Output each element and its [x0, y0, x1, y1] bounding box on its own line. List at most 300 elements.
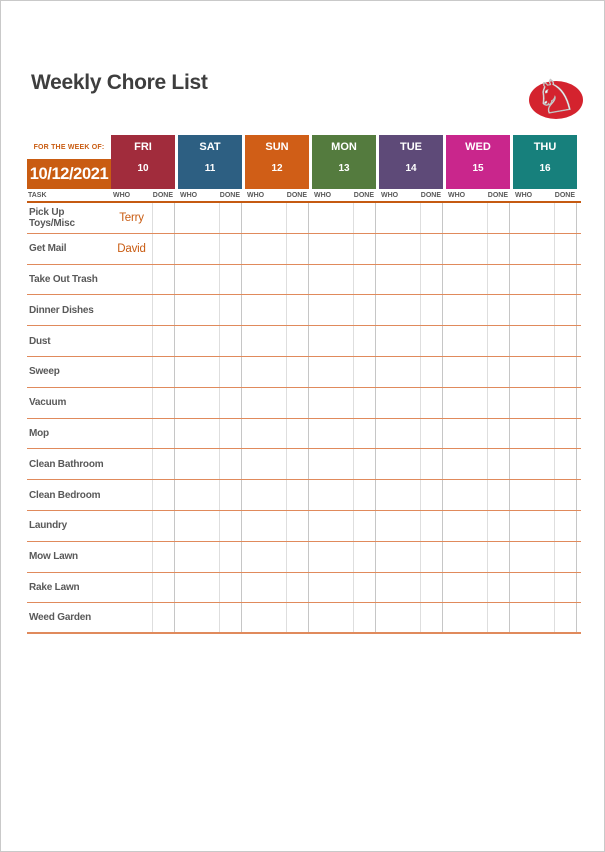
- done-column-header: DONE: [554, 191, 575, 199]
- day-cells-fri: [111, 449, 178, 479]
- done-cell[interactable]: [354, 388, 376, 418]
- done-cell[interactable]: [555, 603, 577, 632]
- done-cell[interactable]: [153, 542, 175, 572]
- done-cell[interactable]: [488, 203, 510, 233]
- day-cells-sun: [245, 573, 312, 603]
- who-cell[interactable]: [379, 419, 421, 449]
- done-cell[interactable]: [555, 511, 577, 541]
- done-cell[interactable]: [488, 511, 510, 541]
- who-cell[interactable]: [178, 234, 220, 264]
- who-cell[interactable]: [312, 203, 354, 233]
- who-cell[interactable]: [379, 234, 421, 264]
- task-label: Vacuum: [29, 397, 67, 409]
- who-cell[interactable]: [178, 357, 220, 387]
- who-cell[interactable]: [245, 573, 287, 603]
- who-cell[interactable]: [379, 203, 421, 233]
- who-cell[interactable]: [379, 357, 421, 387]
- day-cells-mon: [312, 234, 379, 264]
- who-cell[interactable]: [379, 388, 421, 418]
- done-cell[interactable]: [488, 603, 510, 632]
- who-cell[interactable]: [446, 573, 488, 603]
- task-row: [27, 295, 581, 326]
- who-cell[interactable]: [178, 326, 220, 356]
- done-cell[interactable]: [220, 419, 242, 449]
- done-cell[interactable]: [153, 265, 175, 295]
- done-cell[interactable]: [354, 480, 376, 510]
- done-cell[interactable]: [287, 603, 309, 632]
- done-cell[interactable]: [421, 295, 443, 325]
- day-cells-sun: [245, 265, 312, 295]
- horse-logo-graphic: [519, 65, 591, 123]
- done-cell[interactable]: [354, 357, 376, 387]
- done-cell[interactable]: [220, 326, 242, 356]
- done-cell[interactable]: [488, 419, 510, 449]
- done-cell[interactable]: [421, 388, 443, 418]
- task-label: Take Out Trash: [29, 273, 98, 285]
- day-name: SUN: [265, 141, 289, 153]
- week-date-cell[interactable]: 10/12/2021: [27, 159, 111, 189]
- who-cell[interactable]: [446, 480, 488, 510]
- done-cell[interactable]: [220, 449, 242, 479]
- day-cells-tue: [379, 295, 446, 325]
- who-cell[interactable]: [513, 234, 555, 264]
- day-cells-wed: [446, 511, 513, 541]
- day-cells-mon: [312, 480, 379, 510]
- done-cell[interactable]: [153, 419, 175, 449]
- day-cells-sun: [245, 388, 312, 418]
- done-cell[interactable]: [153, 480, 175, 510]
- done-cell[interactable]: [287, 419, 309, 449]
- task-label: Clean Bathroom: [29, 458, 104, 470]
- done-cell[interactable]: [421, 326, 443, 356]
- day-cells-fri: [111, 511, 178, 541]
- who-cell[interactable]: [379, 542, 421, 572]
- task-row: [27, 419, 581, 450]
- who-cell[interactable]: [245, 265, 287, 295]
- done-cell[interactable]: [488, 326, 510, 356]
- day-cells-thu: [513, 357, 580, 387]
- who-cell[interactable]: [178, 388, 220, 418]
- who-cell[interactable]: [513, 265, 555, 295]
- done-cell[interactable]: [220, 234, 242, 264]
- done-cell[interactable]: [287, 265, 309, 295]
- who-cell[interactable]: [245, 542, 287, 572]
- done-cell[interactable]: [153, 449, 175, 479]
- done-cell[interactable]: [421, 449, 443, 479]
- day-cells-wed: [446, 542, 513, 572]
- sub-header-mon: [312, 192, 379, 199]
- who-cell[interactable]: [178, 449, 220, 479]
- done-cell[interactable]: [287, 203, 309, 233]
- task-row: [27, 542, 581, 573]
- task-label: Mop: [29, 427, 49, 439]
- who-cell[interactable]: [178, 573, 220, 603]
- task-row: [27, 603, 581, 634]
- done-cell[interactable]: [555, 449, 577, 479]
- day-cells-tue: [379, 511, 446, 541]
- day-name: WED: [465, 141, 491, 153]
- done-cell[interactable]: [421, 542, 443, 572]
- day-header-tue: [379, 135, 443, 189]
- done-cell[interactable]: [555, 295, 577, 325]
- who-cell[interactable]: [245, 511, 287, 541]
- done-cell[interactable]: [153, 295, 175, 325]
- day-date: 16: [539, 163, 551, 174]
- who-cell[interactable]: [312, 511, 354, 541]
- task-row: [27, 480, 581, 511]
- done-cell[interactable]: [220, 295, 242, 325]
- day-cells-mon: [312, 573, 379, 603]
- day-cells-tue: [379, 542, 446, 572]
- day-cells-sun: [245, 419, 312, 449]
- task-row: [27, 326, 581, 357]
- who-cell[interactable]: [513, 326, 555, 356]
- done-cell[interactable]: [153, 234, 175, 264]
- who-cell[interactable]: [178, 511, 220, 541]
- done-cell[interactable]: [354, 573, 376, 603]
- done-cell[interactable]: [287, 573, 309, 603]
- done-cell[interactable]: [153, 511, 175, 541]
- done-cell[interactable]: [220, 573, 242, 603]
- who-cell[interactable]: [111, 480, 153, 510]
- who-cell[interactable]: [245, 480, 287, 510]
- who-cell[interactable]: [245, 234, 287, 264]
- who-cell[interactable]: [245, 357, 287, 387]
- who-cell[interactable]: [111, 511, 153, 541]
- day-cells-sun: [245, 326, 312, 356]
- who-cell[interactable]: [379, 603, 421, 632]
- who-cell[interactable]: [379, 326, 421, 356]
- done-cell[interactable]: [287, 357, 309, 387]
- day-cells-tue: [379, 265, 446, 295]
- who-cell[interactable]: [312, 449, 354, 479]
- who-cell[interactable]: [245, 203, 287, 233]
- day-spacer: [577, 449, 580, 479]
- sub-header-fri: [111, 192, 178, 199]
- done-cell[interactable]: [354, 326, 376, 356]
- day-header-sun: [245, 135, 309, 189]
- day-cells-sun: [245, 542, 312, 572]
- who-cell[interactable]: [446, 388, 488, 418]
- header-row: [27, 135, 581, 189]
- who-cell[interactable]: [513, 573, 555, 603]
- done-cell[interactable]: [153, 357, 175, 387]
- done-cell[interactable]: [555, 265, 577, 295]
- day-spacer: [577, 603, 580, 632]
- who-cell[interactable]: [312, 265, 354, 295]
- who-cell[interactable]: [111, 542, 153, 572]
- who-cell[interactable]: [446, 326, 488, 356]
- who-cell[interactable]: [446, 265, 488, 295]
- done-cell[interactable]: [220, 203, 242, 233]
- task-label: Laundry: [29, 520, 68, 532]
- done-cell[interactable]: [488, 357, 510, 387]
- day-cells-fri: [111, 295, 178, 325]
- day-cells-wed: [446, 265, 513, 295]
- who-cell[interactable]: [513, 357, 555, 387]
- done-cell[interactable]: [488, 573, 510, 603]
- who-cell[interactable]: [446, 295, 488, 325]
- done-cell[interactable]: [555, 419, 577, 449]
- who-cell[interactable]: [111, 388, 153, 418]
- done-cell[interactable]: [555, 388, 577, 418]
- who-cell[interactable]: David: [111, 234, 153, 264]
- done-cell[interactable]: [555, 326, 577, 356]
- who-cell[interactable]: [513, 388, 555, 418]
- done-cell[interactable]: [354, 419, 376, 449]
- who-cell[interactable]: [513, 295, 555, 325]
- done-cell[interactable]: [287, 511, 309, 541]
- day-cells-sat: [178, 234, 245, 264]
- done-cell[interactable]: [220, 357, 242, 387]
- done-cell[interactable]: [555, 480, 577, 510]
- day-cells-thu: [513, 542, 580, 572]
- day-cells-sun: [245, 203, 312, 233]
- task-row: [27, 449, 581, 480]
- who-cell[interactable]: [178, 480, 220, 510]
- done-cell[interactable]: [153, 203, 175, 233]
- who-cell[interactable]: [178, 542, 220, 572]
- done-cell[interactable]: [488, 449, 510, 479]
- done-cell[interactable]: [488, 295, 510, 325]
- day-cells-sat: [178, 203, 245, 233]
- who-cell[interactable]: [446, 419, 488, 449]
- done-cell[interactable]: [287, 480, 309, 510]
- who-cell[interactable]: [513, 603, 555, 632]
- done-cell[interactable]: [153, 326, 175, 356]
- who-cell[interactable]: [513, 480, 555, 510]
- who-cell[interactable]: [178, 603, 220, 632]
- who-cell[interactable]: [446, 357, 488, 387]
- day-spacer: [577, 203, 580, 233]
- who-cell[interactable]: [111, 449, 153, 479]
- who-cell[interactable]: [446, 449, 488, 479]
- done-cell[interactable]: [354, 295, 376, 325]
- done-cell[interactable]: [421, 265, 443, 295]
- done-column-header: DONE: [420, 191, 441, 199]
- done-cell[interactable]: [555, 234, 577, 264]
- who-cell[interactable]: [446, 603, 488, 632]
- task-label: Sweep: [29, 366, 60, 378]
- day-cells-mon: [312, 326, 379, 356]
- who-cell[interactable]: [178, 203, 220, 233]
- day-spacer: [577, 573, 580, 603]
- done-cell[interactable]: [488, 265, 510, 295]
- done-cell[interactable]: [421, 203, 443, 233]
- task-row: [27, 511, 581, 542]
- who-cell[interactable]: [312, 326, 354, 356]
- who-cell[interactable]: [513, 511, 555, 541]
- done-column-header: DONE: [487, 191, 508, 199]
- who-cell[interactable]: [245, 449, 287, 479]
- who-cell[interactable]: [446, 203, 488, 233]
- who-cell[interactable]: [513, 419, 555, 449]
- done-cell[interactable]: [354, 234, 376, 264]
- day-cells-sat: [178, 326, 245, 356]
- done-cell[interactable]: [421, 234, 443, 264]
- who-cell[interactable]: [312, 603, 354, 632]
- who-cell[interactable]: [312, 419, 354, 449]
- day-name: TUE: [400, 141, 422, 153]
- who-cell[interactable]: [178, 265, 220, 295]
- who-cell[interactable]: [111, 295, 153, 325]
- day-spacer: [577, 234, 580, 264]
- done-cell[interactable]: [287, 234, 309, 264]
- day-spacer: [577, 542, 580, 572]
- day-cells-sun: [245, 603, 312, 632]
- day-cells-fri: [111, 480, 178, 510]
- done-cell[interactable]: [421, 357, 443, 387]
- sub-header-tue: [379, 192, 446, 199]
- done-cell[interactable]: [421, 511, 443, 541]
- done-cell[interactable]: [354, 203, 376, 233]
- day-cells-tue: [379, 449, 446, 479]
- who-cell[interactable]: [312, 573, 354, 603]
- who-cell[interactable]: [178, 419, 220, 449]
- done-cell[interactable]: [220, 542, 242, 572]
- day-cells-sat: [178, 265, 245, 295]
- who-cell[interactable]: [245, 603, 287, 632]
- done-cell[interactable]: [354, 603, 376, 632]
- who-cell[interactable]: [111, 357, 153, 387]
- day-header-thu: [513, 135, 577, 189]
- day-spacer: [577, 480, 580, 510]
- day-date: 14: [405, 163, 417, 174]
- done-cell[interactable]: [287, 295, 309, 325]
- day-cells-tue: [379, 603, 446, 632]
- who-cell[interactable]: [513, 542, 555, 572]
- day-header-sat: [178, 135, 242, 189]
- who-cell[interactable]: [379, 480, 421, 510]
- done-cell[interactable]: [153, 388, 175, 418]
- who-cell[interactable]: [379, 449, 421, 479]
- who-cell[interactable]: [111, 573, 153, 603]
- sub-header-wed: [446, 192, 513, 199]
- who-cell[interactable]: [379, 295, 421, 325]
- done-cell[interactable]: [488, 480, 510, 510]
- done-cell[interactable]: [287, 388, 309, 418]
- done-cell[interactable]: [421, 603, 443, 632]
- day-cells-tue: [379, 357, 446, 387]
- who-cell[interactable]: [178, 295, 220, 325]
- task-row: [27, 234, 581, 265]
- day-cells-tue: [379, 388, 446, 418]
- day-cells-mon: [312, 265, 379, 295]
- done-cell[interactable]: [220, 511, 242, 541]
- who-cell[interactable]: [312, 542, 354, 572]
- day-cells-fri: [111, 203, 178, 233]
- done-cell[interactable]: [287, 449, 309, 479]
- day-cells-thu: [513, 603, 580, 632]
- day-cells-sat: [178, 573, 245, 603]
- who-cell[interactable]: [111, 603, 153, 632]
- day-cells-fri: [111, 357, 178, 387]
- week-of-block: [27, 135, 111, 189]
- day-cells-thu: [513, 480, 580, 510]
- done-cell[interactable]: [153, 573, 175, 603]
- day-spacer: [577, 295, 580, 325]
- who-cell[interactable]: [312, 480, 354, 510]
- who-column-header: WHO: [448, 191, 466, 199]
- who-cell[interactable]: [379, 511, 421, 541]
- day-cells-sat: [178, 511, 245, 541]
- who-cell[interactable]: [379, 573, 421, 603]
- day-cells-wed: [446, 357, 513, 387]
- done-cell[interactable]: [354, 511, 376, 541]
- done-cell[interactable]: [488, 542, 510, 572]
- who-cell[interactable]: [446, 511, 488, 541]
- done-cell[interactable]: [488, 388, 510, 418]
- who-cell[interactable]: [111, 419, 153, 449]
- who-cell[interactable]: [245, 388, 287, 418]
- day-name: FRI: [134, 141, 152, 153]
- done-cell[interactable]: [488, 234, 510, 264]
- day-spacer: [577, 419, 580, 449]
- day-cells-wed: [446, 603, 513, 632]
- done-cell[interactable]: [220, 603, 242, 632]
- day-cells-wed: [446, 480, 513, 510]
- day-cells-wed: [446, 449, 513, 479]
- day-cells-sun: [245, 480, 312, 510]
- done-cell[interactable]: [421, 480, 443, 510]
- day-cells-wed: [446, 388, 513, 418]
- done-cell[interactable]: [287, 542, 309, 572]
- day-cells-wed: [446, 573, 513, 603]
- done-cell[interactable]: [421, 419, 443, 449]
- done-cell[interactable]: [421, 573, 443, 603]
- day-cells-mon: [312, 419, 379, 449]
- done-cell[interactable]: [220, 388, 242, 418]
- who-cell[interactable]: [245, 419, 287, 449]
- done-cell[interactable]: [287, 326, 309, 356]
- done-cell[interactable]: [354, 542, 376, 572]
- who-cell[interactable]: [111, 326, 153, 356]
- who-cell[interactable]: [312, 357, 354, 387]
- who-cell[interactable]: [513, 449, 555, 479]
- done-cell[interactable]: [555, 203, 577, 233]
- day-header-wed: [446, 135, 510, 189]
- who-cell[interactable]: Terry: [111, 203, 153, 233]
- who-cell[interactable]: [312, 295, 354, 325]
- task-label: Weed Garden: [29, 612, 92, 624]
- done-cell[interactable]: [220, 480, 242, 510]
- who-cell[interactable]: [111, 265, 153, 295]
- day-date: 15: [472, 163, 484, 174]
- done-cell[interactable]: [220, 265, 242, 295]
- who-cell[interactable]: [379, 265, 421, 295]
- who-cell[interactable]: [312, 234, 354, 264]
- day-cells-mon: [312, 511, 379, 541]
- done-cell[interactable]: [354, 265, 376, 295]
- done-cell[interactable]: [354, 449, 376, 479]
- day-cells-thu: [513, 203, 580, 233]
- who-cell[interactable]: [513, 203, 555, 233]
- done-cell[interactable]: [555, 573, 577, 603]
- who-cell[interactable]: [245, 295, 287, 325]
- done-cell[interactable]: [153, 603, 175, 632]
- who-cell[interactable]: [446, 542, 488, 572]
- day-date: 13: [338, 163, 350, 174]
- task-row: [27, 573, 581, 604]
- who-cell[interactable]: [312, 388, 354, 418]
- who-cell[interactable]: [245, 326, 287, 356]
- who-cell[interactable]: [446, 234, 488, 264]
- task-row: [27, 357, 581, 388]
- done-column-header: DONE: [286, 191, 307, 199]
- done-cell[interactable]: [555, 542, 577, 572]
- task-label: Rake Lawn: [29, 581, 80, 593]
- done-cell[interactable]: [555, 357, 577, 387]
